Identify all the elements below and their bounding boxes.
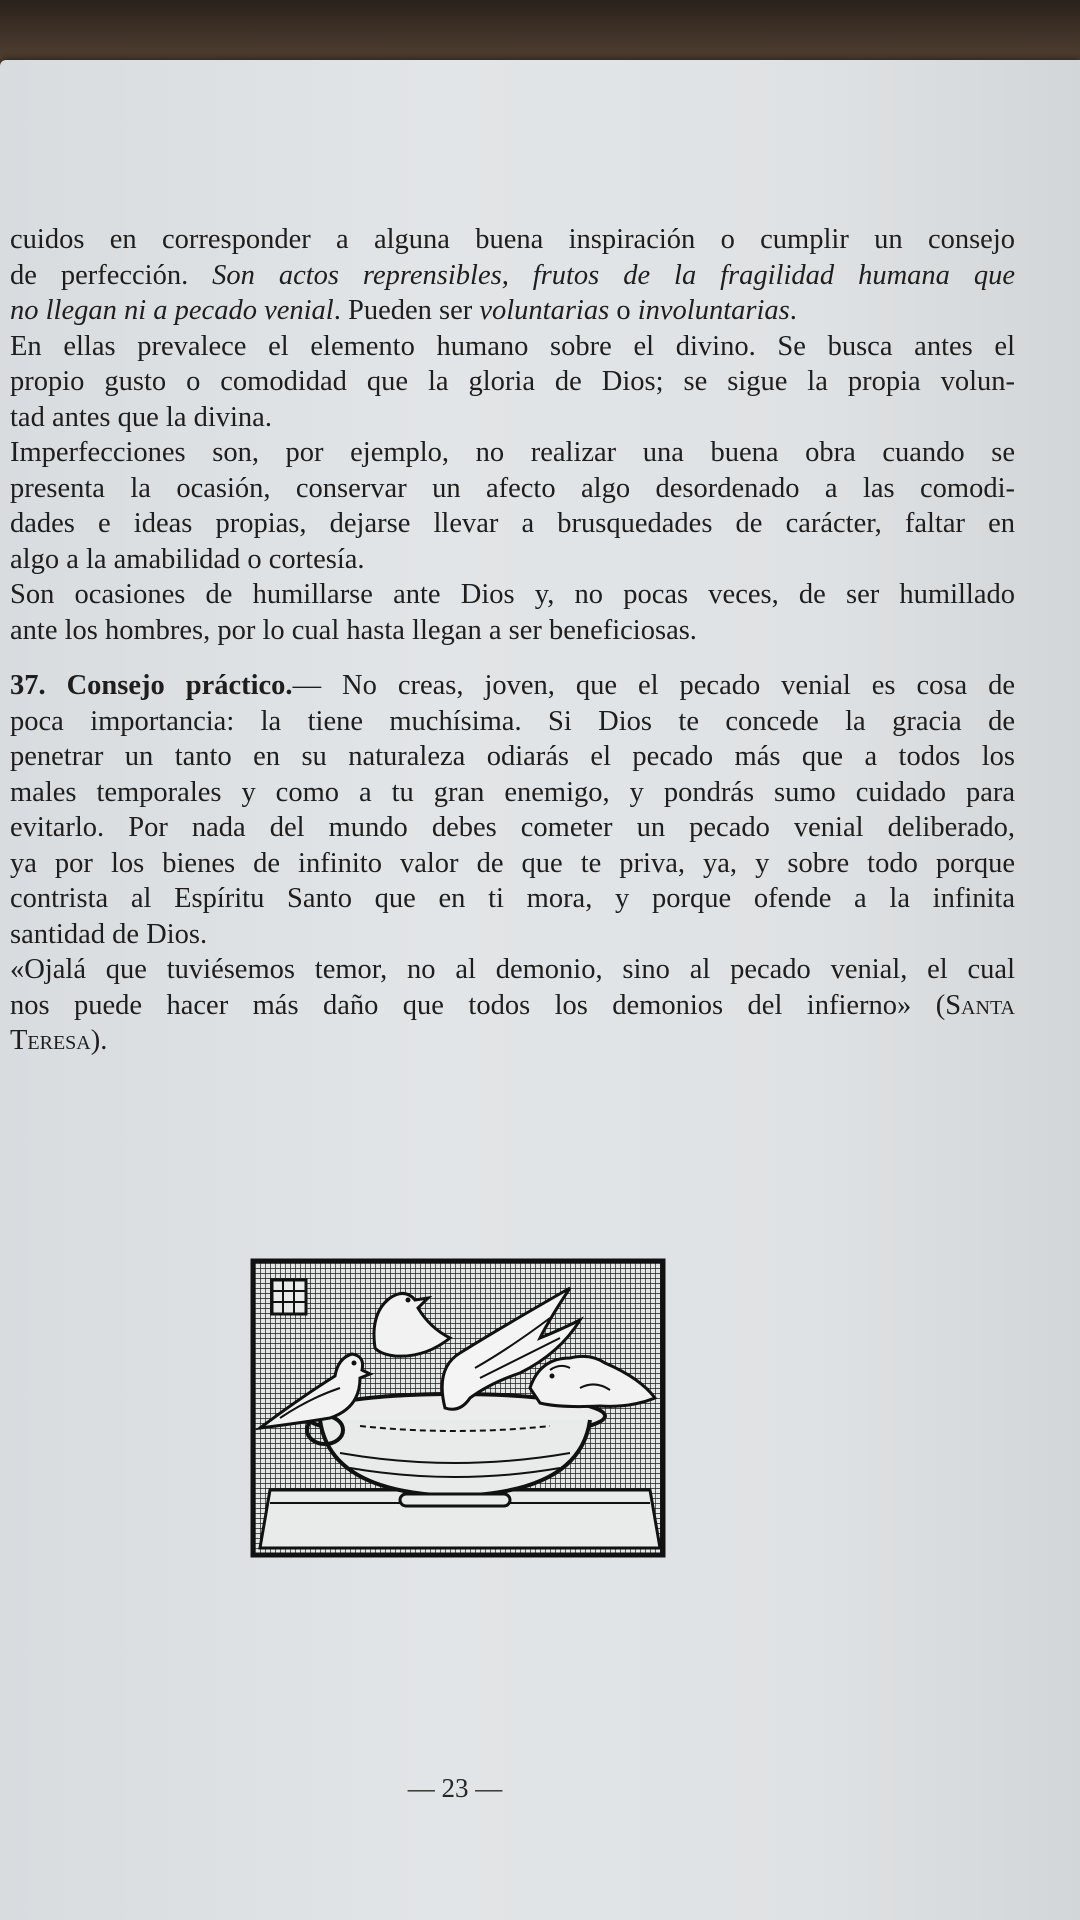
text-line: cuidos en corresponder a alguna buena inspiración o cumplir un consejo	[10, 224, 1015, 255]
text-line: algo a la amabilidad o cortesía.	[10, 543, 365, 575]
text-line: ante los hombres, por lo cual hasta llegan a ser beneficiosas.	[10, 614, 697, 646]
text-line: propio gusto o comodidad que la gloria de Dios; se sigue la propia volun-	[10, 366, 1015, 397]
text-line: poca importancia: la tiene muchísima. Si Dios te concede la gracia de	[10, 705, 1015, 737]
text-line: ya por los bienes de infinito valor de que te priva, ya, y sobre todo porque	[10, 847, 1015, 879]
section-37-first-line: 37. Consejo práctico.— No creas, joven, que el pecado venial es cosa de	[10, 670, 1016, 701]
text-line: Imperfecciones son, por ejemplo, no realizar una buena obra cuando se	[10, 437, 1015, 468]
text-line: penetrar un tanto en su naturaleza odiarás el pecado más que a todos los	[10, 741, 1015, 772]
text-line: males temporales y como a tu gran enemigo, y pondrás sumo cuidado para	[10, 776, 1015, 808]
text-line: Son ocasiones de humillarse ante Dios y, no pocas veces, de ser humillado	[10, 579, 1015, 610]
text-line: santidad de Dios.	[10, 918, 208, 950]
lattice-icon	[272, 1280, 306, 1314]
page-number: — 23 —	[407, 1773, 503, 1803]
text-line: no llegan ni a pecado venial. Pueden ser voluntarias o involuntarias.	[10, 295, 797, 326]
section-heading: 37. Consejo práctico.	[10, 670, 293, 701]
quote-line: nos puede hacer más daño que todos los demonios del infierno» (Santa	[10, 989, 1015, 1021]
text-line: dades e ideas propias, dejarse llevar a brusquedades de carácter, faltar en	[10, 508, 1015, 539]
page-body	[10, 222, 1015, 1059]
text-line: tad antes que la divina.	[10, 401, 272, 433]
text-line: de perfección. Son actos reprensibles, frutos de la fragilidad humana que	[10, 259, 1015, 291]
text-line: contrista al Espíritu Santo que en ti mora, y porque ofende a la infinita	[10, 883, 1015, 914]
text-line: En ellas prevalece el elemento humano sobre el divino. Se busca antes el	[10, 330, 1015, 362]
text-line: evitarlo. Por nada del mundo debes cometer un pecado venial deliberado,	[10, 812, 1015, 843]
text-line: presenta la ocasión, conservar un afecto algo desordenado a las comodi-	[10, 472, 1015, 504]
quote-line: «Ojalá que tuviésemos temor, no al demonio, sino al pecado venial, el cual	[10, 954, 1015, 985]
doves-birdbath-illustration	[250, 1258, 666, 1558]
quote-line: Teresa).	[10, 1025, 108, 1056]
